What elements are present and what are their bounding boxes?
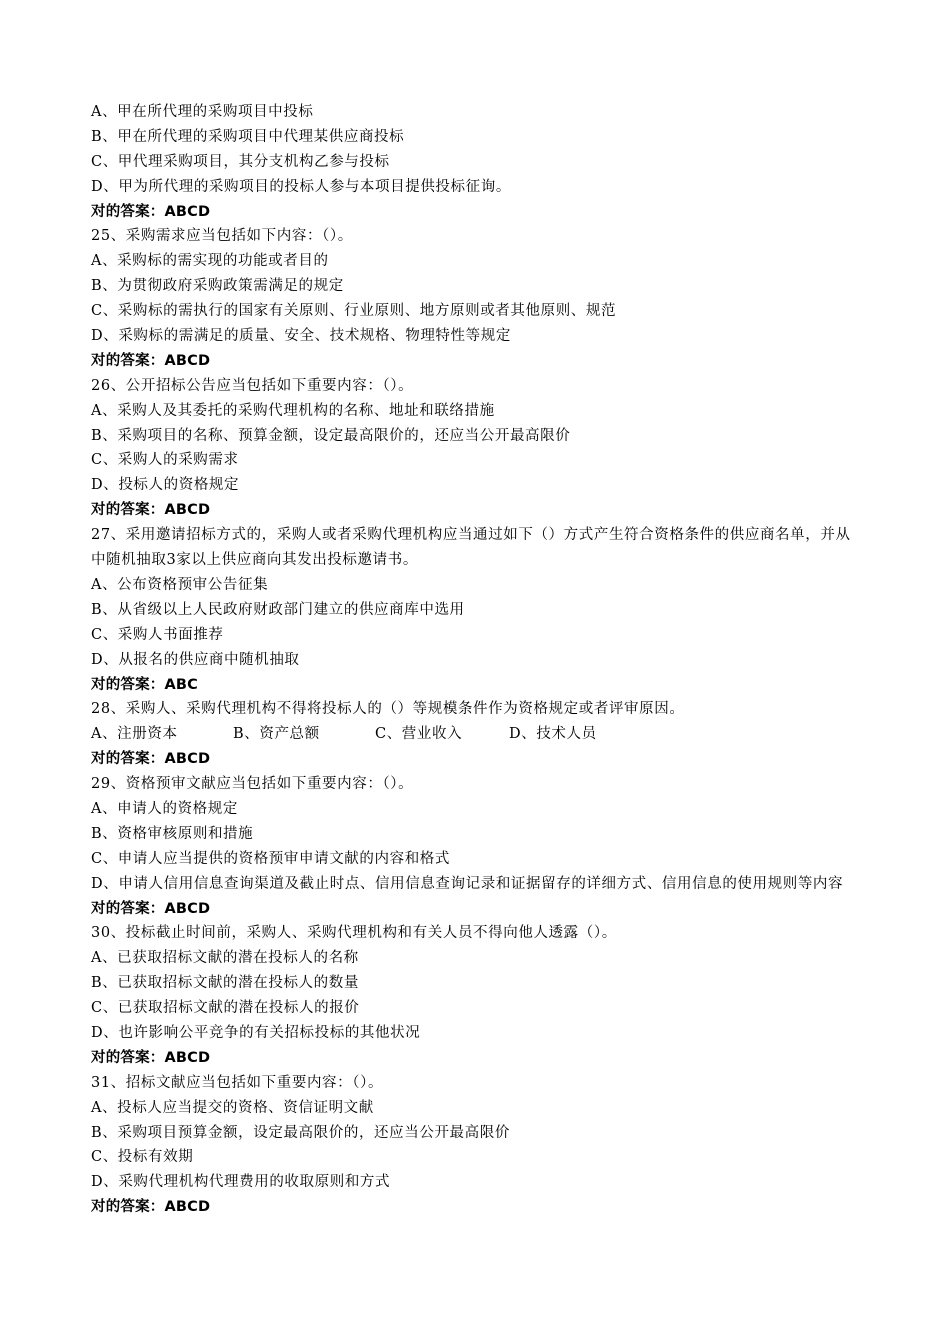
question-line: 27、采用邀请招标方式的，采购人或者采购代理机构应当通过如下（）方式产生符合资格条件的供应商名单，并从中随机抽取3家以上供应商向其发出投标邀请书。 [91, 527, 851, 569]
answer-line: 对的答案：ABC [91, 676, 199, 693]
answer-line: 对的答案：ABCD [91, 352, 211, 369]
option-line: C、采购人书面推荐 [91, 626, 224, 643]
option-item: B、资产总额 [233, 726, 320, 743]
question-line: 26、公开招标公告应当包括如下重要内容：（）。 [91, 377, 414, 394]
answer-line: 对的答案：ABCD [91, 502, 211, 519]
option-line: C、申请人应当提供的资格预审申请文献的内容和格式 [91, 850, 450, 867]
option-line: B、已获取招标文献的潜在投标人的数量 [91, 975, 359, 992]
document-body [91, 100, 861, 1220]
question-line: 31、招标文献应当包括如下重要内容：（）。 [91, 1074, 384, 1091]
option-line: A、甲在所代理的采购项目中投标 [91, 104, 314, 120]
option-line: B、采购项目预算金额，设定最高限价的，还应当公开最高限价 [91, 1124, 510, 1141]
answer-line: 对的答案：ABCD [91, 751, 211, 768]
option-line: A、已获取招标文献的潜在投标人的名称 [91, 950, 359, 967]
option-item: A、注册资本 [91, 726, 178, 743]
option-item: C、营业收入 [375, 726, 463, 743]
option-line: D、投标人的资格规定 [91, 477, 240, 494]
question-line: 28、采购人、采购代理机构不得将投标人的（）等规模条件作为资格规定或者评审原因。 [91, 701, 685, 718]
option-line: C、甲代理采购项目，其分支机构乙参与投标 [91, 153, 390, 170]
option-line: A、采购标的需实现的功能或者目的 [91, 253, 329, 270]
question-line: 29、资格预审文献应当包括如下重要内容：（）。 [91, 776, 414, 793]
answer-line: 对的答案：ABCD [91, 1199, 211, 1216]
option-line: A、采购人及其委托的采购代理机构的名称、地址和联络措施 [91, 402, 495, 419]
option-line: A、投标人应当提交的资格、资信证明文献 [91, 1099, 374, 1116]
option-line: D、采购标的需满足的质量、安全、技术规格、物理特性等规定 [91, 328, 511, 345]
option-line: B、甲在所代理的采购项目中代理某供应商投标 [91, 128, 405, 145]
option-item: D、技术人员 [509, 726, 597, 743]
option-line: C、投标有效期 [91, 1149, 194, 1166]
option-line: B、资格审核原则和措施 [91, 825, 254, 842]
question-line: 30、投标截止时间前，采购人、采购代理机构和有关人员不得向他人透露（）。 [91, 925, 617, 942]
option-line: C、采购人的采购需求 [91, 452, 239, 469]
option-line: D、采购代理机构代理费用的收取原则和方式 [91, 1174, 391, 1191]
option-line: A、公布资格预审公告征集 [91, 576, 269, 593]
option-line: A、申请人的资格规定 [91, 800, 238, 817]
option-line: B、为贯彻政府采购政策需满足的规定 [91, 278, 344, 295]
answer-line: 对的答案：ABCD [91, 1049, 211, 1066]
option-line: B、采购项目的名称、预算金额，设定最高限价的，还应当公开最高限价 [91, 427, 571, 444]
question-line: 25、采购需求应当包括如下内容：（）。 [91, 228, 353, 245]
option-line: D、从报名的供应商中随机抽取 [91, 651, 300, 668]
option-line: B、从省级以上人民政府财政部门建立的供应商库中选用 [91, 601, 465, 618]
answer-line: 对的答案：ABCD [91, 900, 211, 917]
answer-line: 对的答案：ABCD [91, 203, 211, 220]
option-line: C、采购标的需执行的国家有关原则、行业原则、地方原则或者其他原则、规范 [91, 303, 617, 320]
option-line: C、已获取招标文献的潜在投标人的报价 [91, 1000, 360, 1017]
option-line: D、也许影响公平竞争的有关招标投标的其他状况 [91, 1025, 421, 1041]
option-line: D、申请人信用信息查询渠道及截止时点、信用信息查询记录和证据留存的详细方式、信用信息的使用规则等内容 [91, 875, 844, 892]
option-line: D、甲为所代理的采购项目的投标人参与本项目提供投标征询。 [91, 178, 511, 195]
option-row [91, 722, 861, 747]
